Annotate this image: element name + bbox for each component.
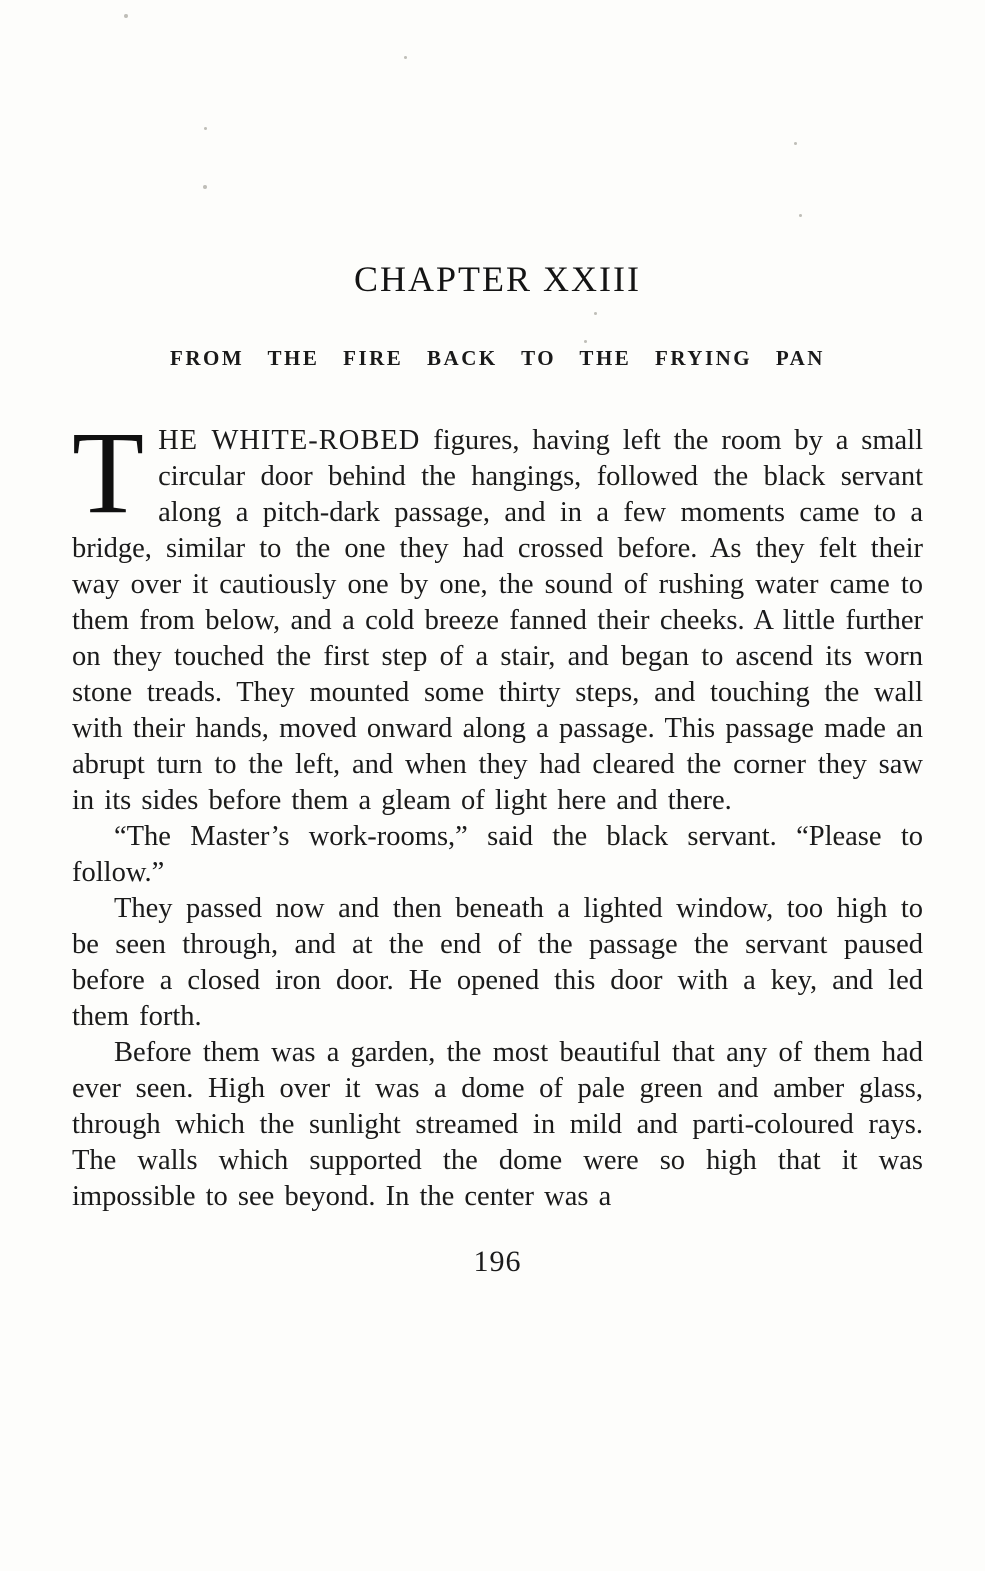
paragraph-3-text: They passed now and then beneath a lighted window, too high to be seen through, and at the end of the passage the servant paused before a closed iron door. He opened this door with a key, and led them forth. — [72, 893, 923, 1032]
scan-speck — [203, 185, 207, 189]
scan-speck — [124, 14, 128, 18]
paragraph-1-text: figures, having left the room by a small circular door behind the hangings, followed the black servant along a pitch-dark passage, and in a few moments came to a bridge, similar to the one they had crossed before. As they felt their way over it cautiously one by one, the sound of rushing water came to them from below, and a cold breeze fanned their cheeks. A little further on they touched the first step of a stair, and began to ascend its worn stone treads. They mounted some thirty steps, and touching the wall with their hands, moved onward along a passage. This passage made an abrupt turn to the left, and when they had cleared the corner they saw in its sides before them a gleam of light here and there. — [72, 425, 923, 816]
page-number: 196 — [473, 1245, 522, 1278]
chapter-subtitle: FROM THE FIRE BACK TO THE FRYING PAN — [170, 346, 825, 370]
scan-speck — [204, 127, 207, 130]
paragraph-3 — [72, 891, 923, 1035]
scan-speck — [794, 142, 797, 145]
lead-words: HE WHITE-ROBED — [158, 425, 421, 456]
paragraph-2-text: “The Master’s work-rooms,” said the black servant. “Please to follow.” — [72, 821, 923, 888]
scan-speck — [584, 340, 587, 343]
paragraph-4 — [72, 1035, 923, 1215]
paragraph-4-text: Before them was a garden, the most beautiful that any of them had ever seen. High over it was a dome of pale green and amber glass, through which the sunlight streamed in mild and parti-coloured rays. The walls which supported the dome were so high that it was impossible to see beyond. In the center was a — [72, 1037, 923, 1212]
drop-cap: T — [72, 407, 145, 538]
scan-speck — [404, 56, 407, 59]
paragraph-1 — [72, 407, 923, 819]
scan-speck — [799, 214, 802, 217]
body-text — [72, 407, 923, 1215]
chapter-title: CHAPTER XXIII — [354, 259, 641, 299]
paragraph-2 — [72, 819, 923, 891]
scan-speck — [594, 312, 597, 315]
